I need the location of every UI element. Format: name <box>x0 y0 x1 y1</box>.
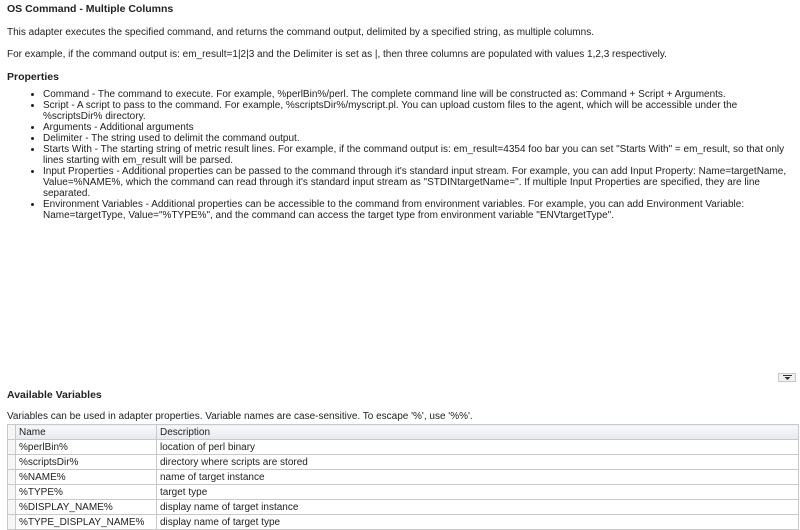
variable-name: %scriptsDir% <box>16 455 157 470</box>
variable-description: display name of target instance <box>157 500 799 515</box>
variable-description: target type <box>157 485 799 500</box>
table-row[interactable] <box>8 455 799 470</box>
properties-list <box>7 89 793 221</box>
scroll-down-arrow-icon[interactable] <box>778 373 796 382</box>
variable-name: %TYPE_DISPLAY_NAME% <box>16 515 157 530</box>
property-command: • Command - The command to execute. For example, %perlBin%/perl. The complete command line will be constructed as: Command + Script + Arguments. <box>43 89 793 100</box>
adapter-title: OS Command - Multiple Columns <box>7 3 174 15</box>
row-gutter <box>8 515 16 530</box>
property-delimiter: • Delimiter - The string used to delimit the command output. <box>43 133 793 144</box>
row-gutter <box>8 500 16 515</box>
row-gutter <box>8 455 16 470</box>
variable-description: directory where scripts are stored <box>157 455 799 470</box>
property-script: • Script - A script to pass to the command. For example, %scriptsDir%/myscript.pl. You can upload custom files to the agent, which will be accessible under the %scriptsDir% directory. <box>43 100 793 122</box>
variable-description: location of perl binary <box>157 440 799 455</box>
properties-heading: Properties <box>7 71 59 83</box>
adapter-description: This adapter executes the specified command, and returns the command output, delimited by a specified string, as multiple columns. <box>7 27 594 38</box>
variables-table[interactable] <box>7 424 799 530</box>
row-gutter <box>8 470 16 485</box>
variable-name: %TYPE% <box>16 485 157 500</box>
adapter-example: For example, if the command output is: em_result=1|2|3 and the Delimiter is set as |, then three columns are populated with values 1,2,3 respectively. <box>7 49 667 60</box>
row-header-gutter <box>8 425 16 440</box>
available-variables-heading: Available Variables <box>7 389 102 401</box>
property-environment-variables: • Environment Variables - Additional properties can be accessible to the command from environment variables. For example, you can add Environment Variable: Name=targetType, Value="%TYPE%", and the command can access the target type from environment variable "ENVtargetType". <box>43 199 793 221</box>
variable-name: %DISPLAY_NAME% <box>16 500 157 515</box>
variables-note: Variables can be used in adapter properties. Variable names are case-sensitive. To escape '%', use '%%'. <box>7 411 473 422</box>
property-starts-with: • Starts With - The starting string of metric result lines. For example, if the command output is: em_result=4354 foo bar you can set "Starts With" = em_result, so that only lines starting with em_result will be parsed. <box>43 144 793 166</box>
variable-name: %NAME% <box>16 470 157 485</box>
row-gutter <box>8 440 16 455</box>
row-gutter <box>8 485 16 500</box>
table-row[interactable] <box>8 440 799 455</box>
table-row[interactable] <box>8 500 799 515</box>
variable-description: name of target instance <box>157 470 799 485</box>
variable-description: display name of target type <box>157 515 799 530</box>
variable-name: %perlBin% <box>16 440 157 455</box>
column-header-name[interactable]: Name <box>16 425 157 440</box>
table-row[interactable] <box>8 515 799 530</box>
property-arguments: • Arguments - Additional arguments <box>43 122 793 133</box>
available-variables-section <box>0 389 800 530</box>
table-row[interactable] <box>8 485 799 500</box>
column-header-description[interactable]: Description <box>157 425 799 440</box>
chevron-down-icon <box>783 375 792 380</box>
variables-table-header <box>8 425 799 440</box>
property-input-properties: • Input Properties - Additional properties can be passed to the command through it's standard input stream. For example, you can add Input Property: Name=targetName, Value=%NAME%, which the command can read through it's standard input stream as "STDINtargetName=". If multiple Input Properties are specified, they are line separated. <box>43 166 793 199</box>
table-row[interactable] <box>8 470 799 485</box>
